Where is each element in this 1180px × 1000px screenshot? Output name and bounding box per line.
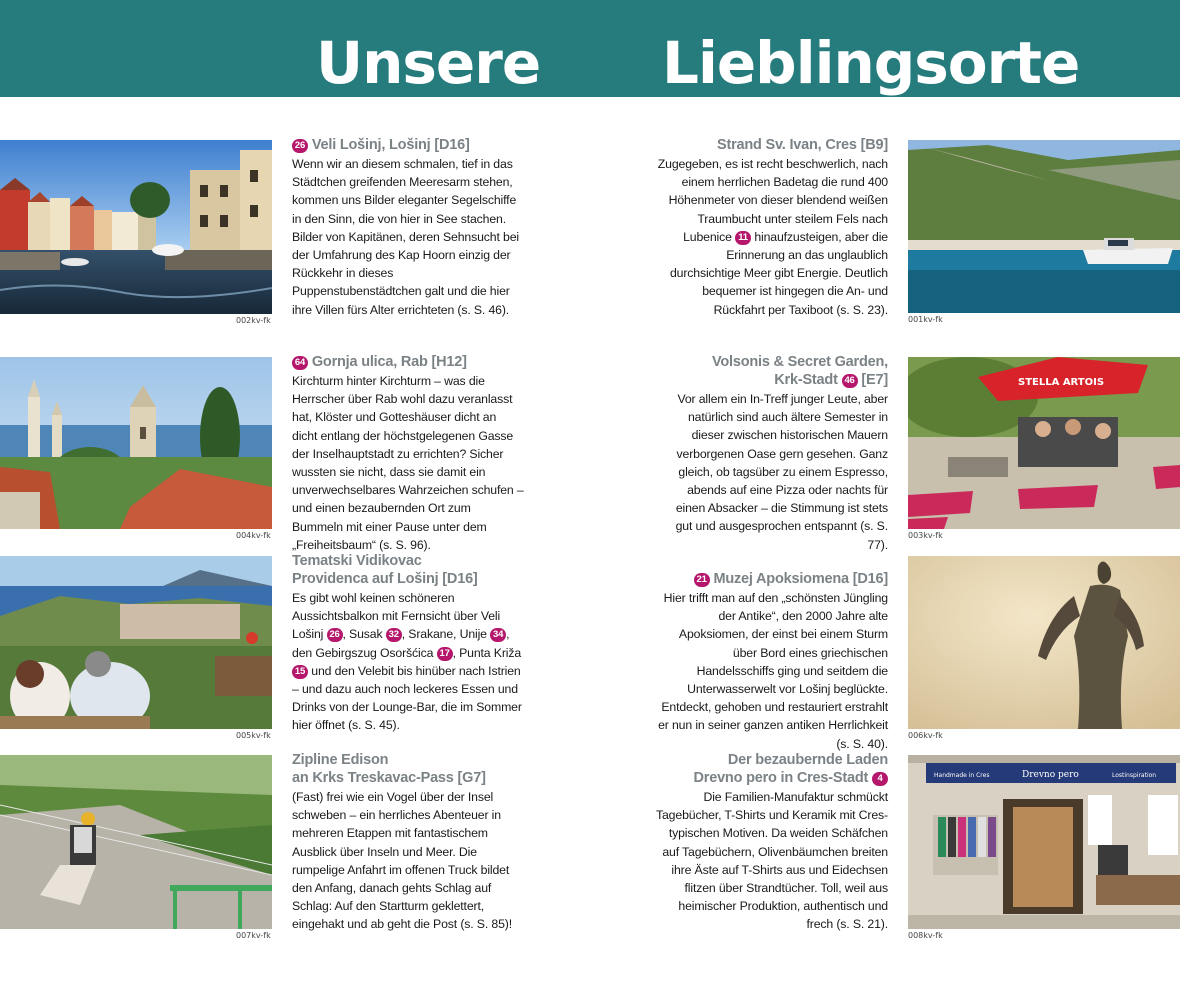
entry-title-line-2: Krk-Stadt (774, 372, 838, 388)
entry-muzej-apoksiomena (656, 570, 888, 753)
entry-text: Hier trifft man auf den „schönsten Jüngling der Antike“, den 2000 Jahre alte Apoksiomen, der einst bei einem Sturm über Bord eines griechischen Handelsschiffs ging und seitdem die Unterwasserwelt vor Lošinj beglückte. Entdeckt, gehoben und restauriert erstrahlt er nun in seiner ganzen antiken Herrlichkeit (s. S. 40). (658, 591, 888, 751)
text-segment: und den Velebit bis hinüber nach Istrien – und dazu auch noch leckeres Essen und Drinks von der Lounge-Bar, die im Sommer hier öffnet (s. S. 45). (292, 663, 522, 733)
photo-credit: 002kv-fk (236, 316, 271, 325)
text-segment: , Susak (342, 627, 383, 642)
photo-credit: 004kv-fk (236, 531, 271, 540)
map-number-badge: 26 (292, 139, 308, 153)
photo-credit: 008kv-fk (908, 931, 943, 940)
photo-zipline (0, 755, 272, 929)
entry-text: (Fast) frei wie ein Vogel über der Insel schweben – ein herrliches Abenteuer in mehreren Etappen mit fantastischem Ausblick über Inseln und Meer. Die rumpelige Anfahrt im offenen Truck bildet den Anfang, danach gehts Schlag auf Schlag: Auf den Startturm geklettert, eingehakt und ab geht die Post (s. S. 85)! (292, 790, 512, 932)
entry-title-line-2: Drevno pero in Cres-Stadt (693, 770, 869, 786)
entry-title-line-2: Providenca auf Lošinj [D16] (292, 571, 478, 587)
entry-text: Kirchturm hinter Kirchturm – was die Herrscher über Rab wohl dazu veranlasst hat, Klöster und Gotteshäuser dicht an dicht entlang der höchstgelegenen Gasse der Inselhauptstadt zu errichten? Sicher wussten sie nicht, dass sie damit ein unverwechselbares Wahrzeichen schufen – und einen bezaubernden Ort zum Bummeln mit einer Pause unter dem „Freiheitsbaum“ (s. S. 96). (292, 374, 524, 552)
text-segment: , den Gebirgszug Osoršćica (292, 627, 510, 660)
shop-sign-center: Drevno pero (1022, 770, 1079, 780)
entry-gornja-ulica (292, 353, 524, 554)
photo-credit: 001kv-fk (908, 315, 943, 324)
entry-title-line-1: Tematski Vidikovac (292, 553, 422, 569)
entry-title-text: Veli Lošinj, Lošinj [D16] (311, 137, 470, 153)
header-banner (0, 0, 1180, 97)
map-number-badge: 32 (386, 628, 402, 642)
photo-strand-sv-ivan (908, 140, 1180, 313)
entry-text (656, 155, 888, 319)
entry-title-line-1: Der bezaubernde Laden (727, 752, 888, 768)
text-segment: hinaufzusteigen, aber die Erinnerung an das unglaublich durchsichtige Meer gibt Energie. Deutlich bequemer ist hingegen die An- und Rückfahrt per Taxiboot (s. S. 23). (669, 229, 888, 317)
entry-title (292, 136, 524, 154)
title-unsere: Unsere (316, 29, 541, 97)
photo-drevno-pero-shop (908, 755, 1180, 929)
shop-sign-right: Lostinspiration (1112, 772, 1157, 779)
entry-title-line-1: Volsonis & Secret Garden, (711, 354, 888, 370)
entry-title (292, 751, 524, 787)
shop-sign-left: Handmade in Cres (934, 772, 990, 779)
umbrella-sign: STELLA ARTOIS (1018, 377, 1105, 388)
map-number-badge: 46 (842, 374, 858, 388)
entry-title (656, 353, 888, 389)
entry-volsonis (656, 353, 888, 554)
entry-drevno-pero (656, 751, 888, 934)
entry-title (656, 570, 888, 588)
entry-zipline (292, 751, 524, 934)
photo-apoksiomen-statue (908, 556, 1180, 729)
entry-tematski-vidikovac (292, 552, 524, 735)
entry-title-line-2: an Krks Treskavac-Pass [G7] (292, 770, 486, 786)
text-segment: Es gibt wohl keinen schöneren Aussichtsbalkon mit Fernsicht über Veli Lošinj (292, 591, 501, 642)
entry-title (292, 353, 524, 371)
entry-title: Strand Sv. Ivan, Cres [B9] (716, 137, 888, 153)
entry-strand-sv-ivan (656, 136, 888, 319)
map-number-badge: 11 (735, 231, 751, 245)
map-number-badge: 21 (694, 573, 710, 587)
entry-text: Die Familien-Manufaktur schmückt Tagebücher, T-Shirts und Keramik mit Cres-typischen Motiven. Da weiden Schäfchen auf Tagebüchern, Olivenbäumchen breiten ihre Äste auf T-Shirts aus und Eidechsen flitzen über Strandtücher. Toll, weil aus heimischer Produktion, authentisch und frech (s. S. 21). (656, 790, 888, 932)
map-number-badge: 15 (292, 665, 308, 679)
map-number-badge: 34 (490, 628, 506, 642)
entry-text: Wenn wir an diesem schmalen, tief in das Städtchen greifenden Meeresarm stehen, kommen uns Bilder eleganter Segelschiffe in den Sinn, die von hier in See stachen. Bilder von Kapitänen, deren Sehnsucht bei der Umfahrung des Kap Hoorn einzig der Rückkehr in dieses Puppenstubenstädtchen galt und die hier ihre Villen fürs Alter errichteten (s. S. 46). (292, 157, 519, 317)
text-segment: , Punta Križa (452, 645, 522, 660)
text-segment: Zugegeben, es ist recht beschwerlich, nach einem herrlichen Badetag die rund 400 Höhenmeter von dieser blendend weißen Traumbucht unter steilem Fels nach Lubenice (657, 157, 888, 244)
entry-title-text: Gornja ulica, Rab [H12] (311, 354, 467, 370)
entry-title (292, 552, 524, 588)
entry-title-text: Muzej Apoksiomena [D16] (713, 571, 888, 587)
entry-title-grid-ref: [E7] (861, 372, 888, 388)
entry-title-line-1: Zipline Edison (292, 752, 389, 768)
entry-veli-losinj (292, 136, 524, 319)
map-number-badge: 64 (292, 356, 308, 370)
map-number-badge: 17 (437, 647, 453, 661)
photo-credit: 003kv-fk (908, 531, 943, 540)
map-number-badge: 26 (327, 628, 343, 642)
entry-text: Vor allem ein In-Treff junger Leute, aber natürlich sind auch ältere Semester in dieser zwischen historischen Mauern verborgenen Oase gern gesehen. Ganz gleich, ob tagsüber zu einem Espresso, abends auf eine Pizza oder nachts für einen Absacker – die Stimmung ist stets gut und ausgesprochen entspannt (s. S. 77). (675, 392, 888, 552)
photo-viewpoint-providenca (0, 556, 272, 729)
photo-credit: 005kv-fk (236, 731, 271, 740)
photo-volsonis-garden (908, 357, 1180, 529)
entry-text (292, 589, 524, 735)
entry-title (656, 751, 888, 787)
text-segment: , Srakane, Unije (401, 627, 487, 642)
photo-rab-towers (0, 357, 272, 529)
map-number-badge: 4 (872, 772, 888, 786)
photo-credit: 006kv-fk (908, 731, 943, 740)
photo-veli-losinj (0, 140, 272, 314)
photo-credit: 007kv-fk (236, 931, 271, 940)
title-lieblingsorte: Lieblingsorte (662, 29, 1080, 97)
